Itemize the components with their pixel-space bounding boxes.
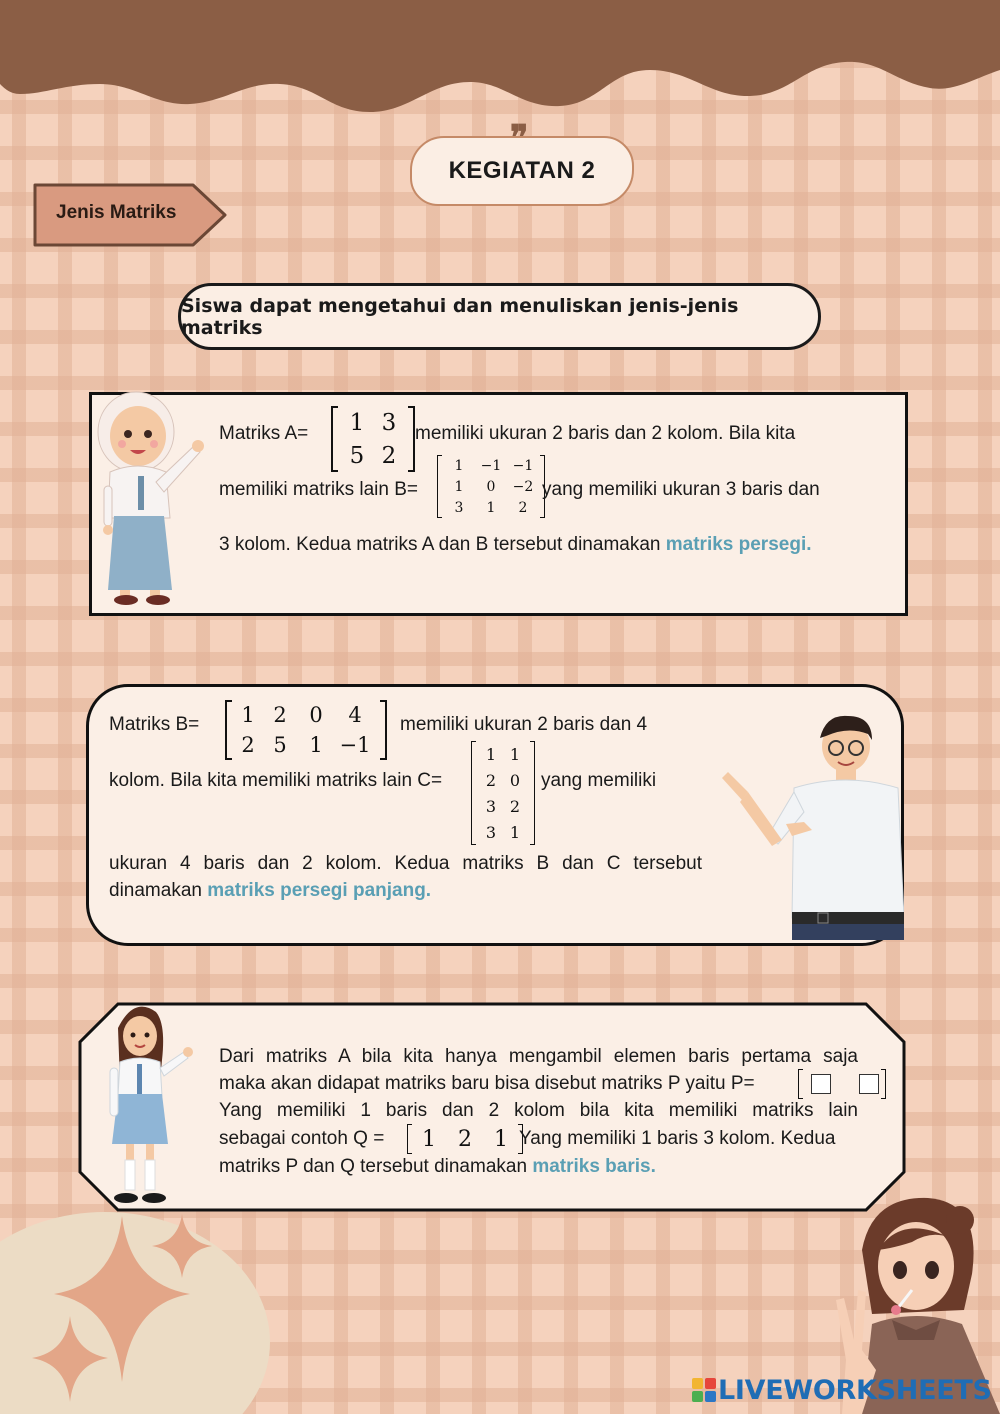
matrix-cell: 2 xyxy=(381,442,397,469)
matrix-cell: 5 xyxy=(273,733,287,757)
matrix-a-cells xyxy=(338,406,408,472)
card1-line2-suffix: yang memiliki ukuran 3 baris dan xyxy=(542,479,820,500)
liveworksheets-logo xyxy=(692,1373,992,1407)
matrix-cell: −2 xyxy=(512,478,534,495)
matrix-b-rect-left-bracket xyxy=(225,700,232,760)
matrix-cell: 2 xyxy=(458,1126,472,1152)
matrix-cell: 1 xyxy=(349,409,365,436)
matrix-cell: 3 xyxy=(454,499,464,516)
schoolgirl-illustration xyxy=(104,1002,198,1208)
card1-line2-prefix: memiliki matriks lain B= xyxy=(219,479,419,500)
matrix-p-input-1[interactable] xyxy=(811,1074,831,1094)
matrix-cell: 0 xyxy=(486,478,496,495)
matrix-q xyxy=(407,1124,523,1154)
matrix-cell: 2 xyxy=(518,499,528,516)
card1-line1-prefix: Matriks A= xyxy=(219,423,309,444)
matrix-p-right-bracket xyxy=(881,1069,886,1099)
matrix-cell: 0 xyxy=(309,703,323,727)
card1-line3-prefix: 3 kolom. Kedua matriks A dan B tersebut dinamakan xyxy=(219,534,661,555)
learning-objective: Siswa dapat mengetahui dan menuliskan jenis-jenis matriks xyxy=(178,283,821,350)
matrix-c-right-bracket xyxy=(530,741,535,845)
matrix-cell: 1 xyxy=(485,744,497,764)
card3-line4-suffix: Yang memiliki 1 baris 3 kolom. Kedua xyxy=(519,1128,836,1149)
card3-line1: Dari matriks A bila kita hanya mengambil elemen baris pertama saja xyxy=(219,1046,858,1067)
matrix-cell: −1 xyxy=(512,457,534,474)
matrix-cell: 2 xyxy=(485,770,497,790)
matrix-cell: 2 xyxy=(241,733,255,757)
matrix-cell: 0 xyxy=(509,770,521,790)
card2-line3: ukuran 4 baris dan 2 kolom. Kedua matriks B dan C tersebut xyxy=(109,853,702,874)
page-title: KEGIATAN 2 xyxy=(410,136,634,206)
student-hijab-illustration xyxy=(96,390,211,608)
matrix-cell: 4 xyxy=(348,703,362,727)
matrix-b-rect-cells xyxy=(232,700,380,760)
top-drip-decoration xyxy=(0,0,1000,120)
matrix-cell: 1 xyxy=(422,1126,436,1152)
matrix-cell: 1 xyxy=(454,478,464,495)
term-row-matrix: matriks baris. xyxy=(532,1156,656,1177)
card3-line2 xyxy=(219,1070,755,1097)
sparkle-stars-decoration xyxy=(20,1212,240,1414)
matrix-cell: −1 xyxy=(339,733,371,757)
matrix-p-cells xyxy=(803,1069,881,1099)
matrix-b-square xyxy=(437,455,545,518)
matrix-c-cells xyxy=(476,741,530,845)
liveworksheets-logo-icon xyxy=(692,1378,716,1402)
matrix-c xyxy=(471,741,535,845)
matrix-cell: 3 xyxy=(381,409,397,436)
matrix-b-cells xyxy=(442,455,540,518)
card3-line5 xyxy=(219,1153,656,1180)
matrix-cell: 1 xyxy=(509,744,521,764)
matrix-cell: 1 xyxy=(509,822,521,842)
card2-line2-prefix: kolom. Bila kita memiliki matriks lain C= xyxy=(109,770,443,791)
matrix-cell: 1 xyxy=(486,499,496,516)
matrix-cell: 2 xyxy=(273,703,287,727)
card1-line3 xyxy=(219,531,812,558)
matrix-cell: 1 xyxy=(241,703,255,727)
card2-line4-prefix: dinamakan xyxy=(109,880,202,901)
matrix-cell: 5 xyxy=(349,442,365,469)
matrix-cell: 3 xyxy=(485,796,497,816)
matrix-cell: 2 xyxy=(509,796,521,816)
card3-line4-prefix: sebagai contoh Q = xyxy=(219,1128,385,1149)
matrix-cell: 1 xyxy=(454,457,464,474)
matrix-cell: 1 xyxy=(309,733,323,757)
liveworksheets-brand: LIVEWORKSHEETS xyxy=(718,1374,992,1406)
matrix-a-right-bracket xyxy=(408,406,415,472)
matrix-p-input-2[interactable] xyxy=(859,1074,879,1094)
card1-line1-suffix: memiliki ukuran 2 baris dan 2 kolom. Bila kita xyxy=(415,423,796,444)
matrix-b-rect-right-bracket xyxy=(380,700,387,760)
card3-line2-prefix: maka akan didapat matriks baru bisa disebut matriks P yaitu P= xyxy=(219,1073,755,1094)
term-rectangular-matrix: matriks persegi panjang. xyxy=(207,880,432,901)
matrix-cell: 1 xyxy=(494,1126,508,1152)
matrix-a xyxy=(331,406,415,472)
card2-line4 xyxy=(109,877,431,904)
card2-line1-prefix: Matriks B= xyxy=(109,714,200,735)
term-square-matrix: matriks persegi. xyxy=(665,534,812,555)
matrix-p-answer xyxy=(798,1069,886,1099)
matrix-cell: −1 xyxy=(480,457,502,474)
teacher-illustration xyxy=(708,712,904,940)
matrix-q-cells xyxy=(412,1124,518,1154)
card2-line1-suffix: memiliki ukuran 2 baris dan 4 xyxy=(400,714,648,735)
matrix-a-left-bracket xyxy=(331,406,338,472)
card2-line2-suffix: yang memiliki xyxy=(541,770,657,791)
card3-line5-prefix: matriks P dan Q tersebut dinamakan xyxy=(219,1156,528,1177)
matrix-cell: 3 xyxy=(485,822,497,842)
card3-line3: Yang memiliki 1 baris dan 2 kolom bila kita memiliki matriks lain xyxy=(219,1100,858,1121)
section-tag-label: Jenis Matriks xyxy=(56,202,177,223)
matrix-b-rect xyxy=(225,700,387,760)
